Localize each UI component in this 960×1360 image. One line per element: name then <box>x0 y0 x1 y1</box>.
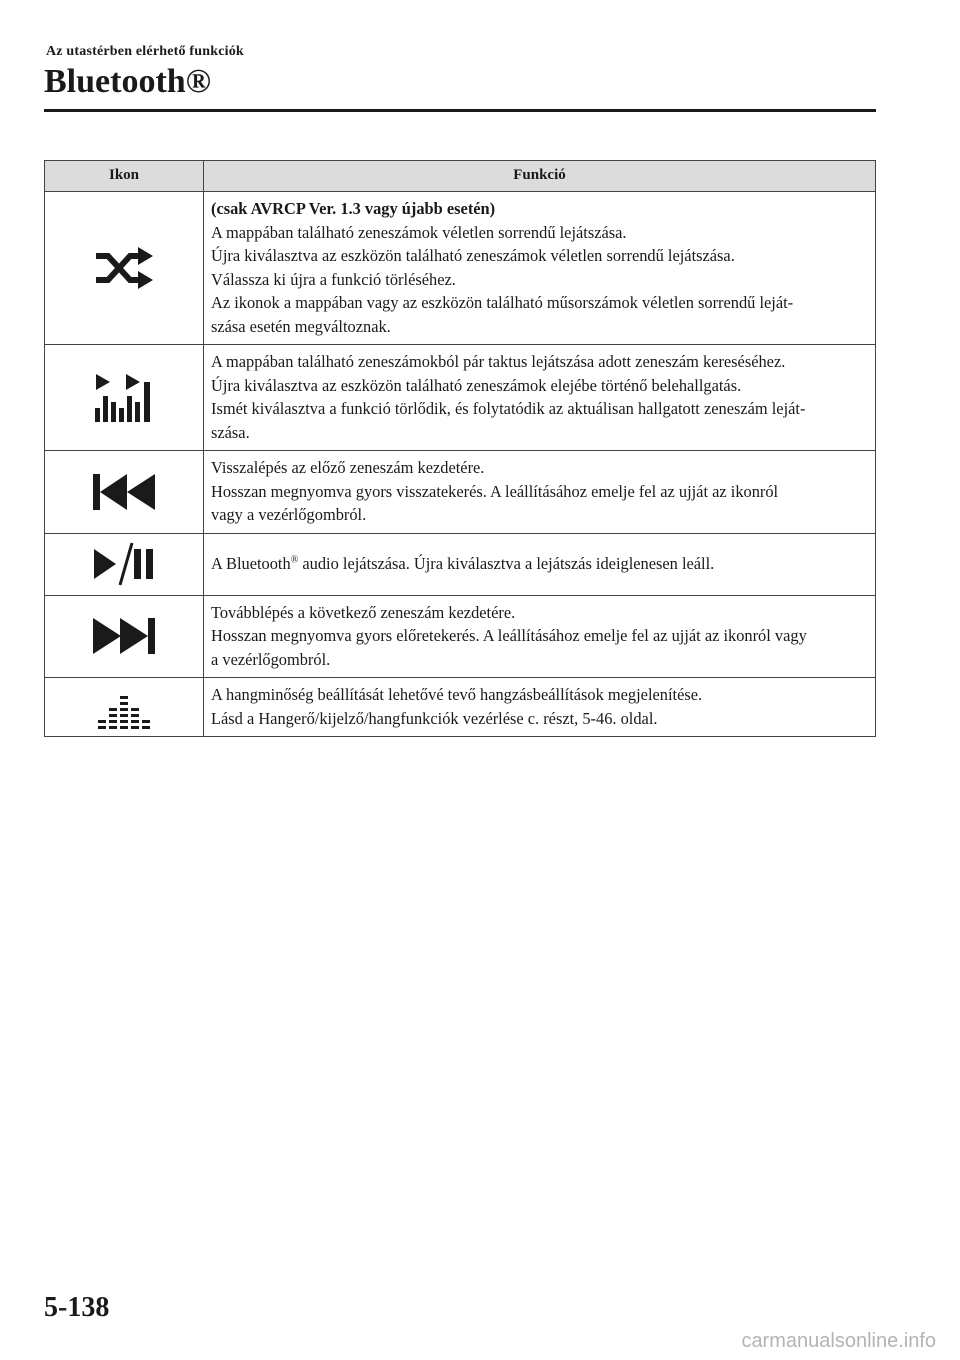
function-description <box>204 595 876 678</box>
equalizer-segment <box>120 708 128 711</box>
description-line: Ismét kiválasztva a funkció törlődik, és folytatódik az aktuálisan hallgatott zeneszám leját- <box>211 399 806 418</box>
page-title: Bluetooth® <box>44 63 212 100</box>
equalizer-icon <box>97 683 151 731</box>
icon-cell <box>45 678 204 737</box>
description-line: szása. <box>211 422 250 442</box>
description-line: szása esetén megváltoznak. <box>211 316 391 336</box>
function-description <box>204 345 876 451</box>
function-description <box>204 533 876 595</box>
description-line: Lásd a Hangerő/kijelző/hangfunkciók vezérlése c. részt, 5-46. oldal. <box>211 708 658 728</box>
equalizer-segment <box>109 726 117 729</box>
description-line: vagy a vezérlőgombról. <box>211 505 367 524</box>
table-header-row <box>45 161 876 192</box>
description-line: Hosszan megnyomva gyors visszatekerés. A leállításához emelje fel az ujját az ikonról <box>211 481 779 501</box>
table-row <box>45 533 876 595</box>
description-line: A mappában található zeneszámok véletlen sorrendű lejátszása. <box>211 222 627 242</box>
table-row <box>45 678 876 737</box>
description-line <box>211 552 869 576</box>
description-line: A hangminőség beállítását lehetővé tevő hangzásbeállítások megjelenítése. <box>211 685 703 704</box>
equalizer-segment <box>98 726 106 729</box>
description-text: A Bluetooth <box>211 553 291 573</box>
equalizer-segment <box>142 726 150 729</box>
section-label: Az utastérben elérhető funkciók <box>46 44 244 59</box>
equalizer-segment <box>131 720 139 723</box>
equalizer-segment <box>120 696 128 699</box>
table-row <box>45 345 876 451</box>
description-line: Hosszan megnyomva gyors előretekerés. A leállításához emelje fel az ujját az ikonról vagy <box>211 626 807 645</box>
equalizer-segment <box>109 720 117 723</box>
previous-track-icon <box>93 474 155 510</box>
title-rule <box>44 109 876 112</box>
icon-cell <box>45 192 204 345</box>
equalizer-segment <box>142 720 150 723</box>
equalizer-segment <box>120 702 128 705</box>
description-line: Az ikonok a mappában vagy az eszközön található műsorszámok véletlen sorrendű leját- <box>211 293 794 312</box>
icon-cell <box>45 451 204 534</box>
equalizer-segment <box>109 708 117 711</box>
function-description <box>204 678 876 737</box>
equalizer-segment <box>120 726 128 729</box>
equalizer-segment <box>120 714 128 717</box>
description-line: Újra kiválasztva az eszközön található zeneszámok véletlen sorrendű lejátszása. <box>211 246 735 265</box>
description-text: audio lejátszása. Újra kiválasztva a lejátszás ideiglenesen leáll. <box>298 553 715 573</box>
equalizer-segment <box>131 726 139 729</box>
description-line: A mappában található zeneszámokból pár taktus lejátszása adott zeneszám kereséséhez. <box>211 352 786 371</box>
function-description <box>204 451 876 534</box>
column-header-function: Funkció <box>204 161 876 192</box>
description-line: Visszalépés az előző zeneszám kezdetére. <box>211 458 485 477</box>
scan-icon <box>94 374 154 422</box>
equalizer-segment <box>109 714 117 717</box>
play-pause-icon <box>92 541 156 587</box>
table-row <box>45 192 876 345</box>
equalizer-segment <box>131 708 139 711</box>
registered-mark: ® <box>290 554 299 566</box>
icon-cell <box>45 533 204 595</box>
page-number: 5-138 <box>44 1292 110 1323</box>
equalizer-segment <box>120 720 128 723</box>
functions-table <box>44 160 876 737</box>
table-row <box>45 595 876 678</box>
description-line: a vezérlőgombról. <box>211 649 331 669</box>
function-description <box>204 192 876 345</box>
icon-cell <box>45 595 204 678</box>
description-line: Válassza ki újra a funkció törléséhez. <box>211 269 456 289</box>
next-track-icon <box>93 618 155 654</box>
equalizer-segment <box>98 720 106 723</box>
description-line: Továbblépés a következő zeneszám kezdetére. <box>211 602 516 622</box>
shuffle-icon <box>92 246 156 290</box>
watermark: carmanualsonline.info <box>741 1330 936 1352</box>
description-line: (csak AVRCP Ver. 1.3 vagy újabb esetén) <box>211 199 496 218</box>
table-row <box>45 451 876 534</box>
column-header-icon: Ikon <box>45 161 204 192</box>
equalizer-segment <box>131 714 139 717</box>
description-line: Újra kiválasztva az eszközön található zeneszámok elejébe történő belehallgatás. <box>211 375 742 395</box>
icon-cell <box>45 345 204 451</box>
